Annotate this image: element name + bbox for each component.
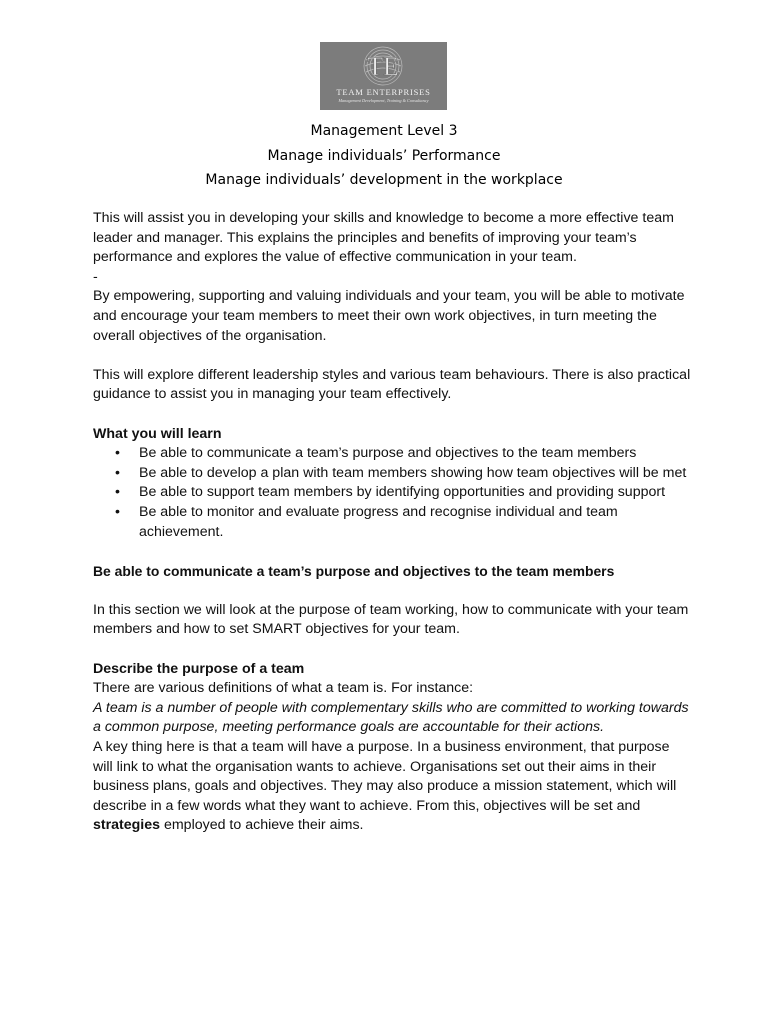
- purpose-paragraph-2: A key thing here is that a team will have a purpose. In a business environment, that purpose will link to what the organisation wants to achieve. Organisations set out their aims in their business plans, goals and objectives. They may also produce a mission statement, which will describe in a few words what they want to achieve. From this, objectives will be set and strategies employed to achieve their aims.: [93, 739, 677, 834]
- purpose-heading: Describe the purpose of a team: [93, 660, 305, 677]
- stray-dash: -: [93, 268, 98, 285]
- strategies-emphasis: strategies: [93, 817, 161, 834]
- section-heading: Be able to communicate a team’s purpose and objectives to the team members: [93, 562, 615, 579]
- intro-paragraph-3: This will explore different leadership styles and various team behaviours. There is also practical guidance to assist you in managing your team effectively.: [93, 366, 691, 403]
- title-subunit: Manage individuals’ development in the workplace: [205, 172, 563, 188]
- title-unit: Manage individuals’ Performance: [267, 147, 501, 164]
- learn-heading: What you will learn: [93, 425, 222, 442]
- intro-paragraph-1: This will assist you in developing your skills and knowledge to become a more effective team leader and manager. This explains the principles and benefits of improving your team’s performance and explores the value of effective communication in your team.: [93, 210, 674, 266]
- logo-tagline: Management Development, Training & Consultancy: [338, 98, 429, 103]
- logo-monogram: TE: [367, 52, 399, 81]
- team-definition-quote: A team is a number of people with complementary skills who are committed to working towards a common purpose, meeting performance goals are accountable for their actions.: [93, 699, 689, 736]
- list-item: • Be able to communicate a team’s purpose and objectives to the team members: [93, 444, 693, 464]
- list-item: • Be able to develop a plan with team members showing how team objectives will be met: [93, 464, 693, 484]
- logo-company-name: TEAM ENTERPRISES: [336, 87, 431, 97]
- title-level: Management Level 3: [310, 123, 458, 139]
- document-titles: [0, 119, 768, 193]
- learn-list: [93, 444, 693, 542]
- company-logo: [320, 42, 447, 110]
- section-paragraph: In this section we will look at the purpose of team working, how to communicate with your team members and how to set SMART objectives for your team.: [93, 601, 689, 638]
- list-item: • Be able to monitor and evaluate progress and recognise individual and team achievement.: [93, 503, 693, 542]
- intro-paragraph-2: By empowering, supporting and valuing individuals and your team, you will be able to motivate and encourage your team members to meet their own work objectives, in turn meeting the overall objectives of the organisation.: [93, 288, 685, 344]
- list-item: • Be able to support team members by identifying opportunities and providing support: [93, 483, 693, 503]
- document-body: [93, 209, 693, 836]
- purpose-paragraph-1: There are various definitions of what a team is. For instance:: [93, 680, 474, 697]
